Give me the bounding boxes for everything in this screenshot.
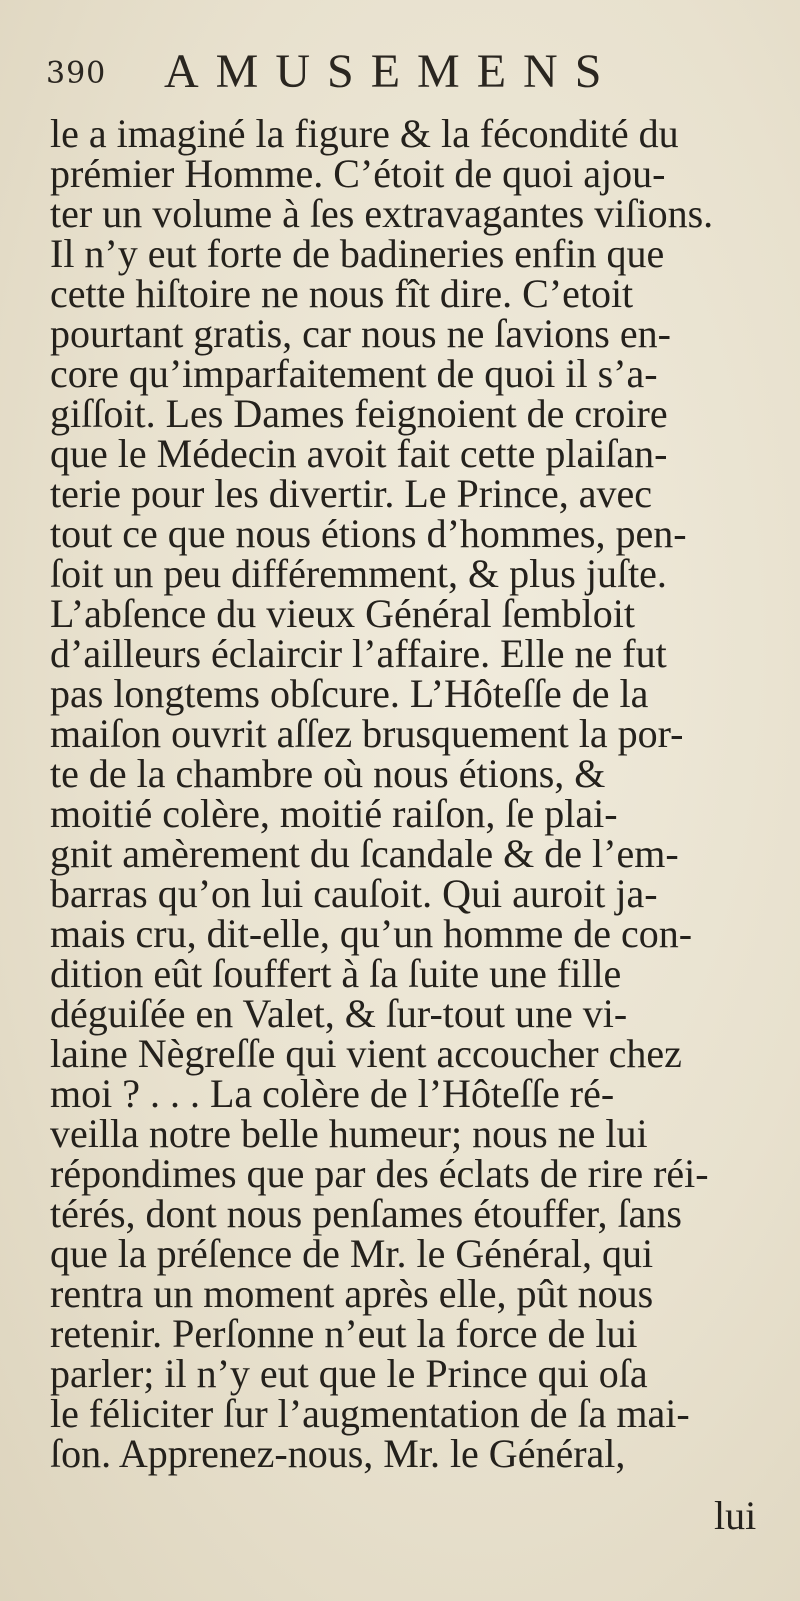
text-line: cette hiſtoire ne nous fît dire. C’etoit (50, 271, 634, 316)
text-line: pas longtems obſcure. L’Hôteſſe de la (50, 671, 649, 716)
text-line: te de la chambre où nous étions, & (50, 751, 606, 796)
text-line: répondimes que par des éclats de rire réi- (50, 1151, 709, 1196)
text-line: dition eût ſouffert à ſa ſuite une fille (50, 951, 622, 996)
text-line: d’ailleurs éclaircir l’affaire. Elle ne fut (50, 631, 667, 676)
text-line: ter un volume à ſes extravagantes viſions. (50, 191, 714, 236)
text-line: moi ? . . . La colère de l’Hôteſſe ré- (50, 1071, 615, 1116)
text-line: terie pour les divertir. Le Prince, avec (50, 471, 652, 516)
text-line: giſſoit. Les Dames feignoient de croire (50, 391, 668, 436)
text-line: rentra un moment après elle, pût nous (50, 1271, 654, 1316)
text-line: le féliciter ſur l’augmentation de ſa mai- (50, 1391, 690, 1436)
text-line: que la préſence de Mr. le Général, qui (50, 1231, 654, 1276)
text-line: Il n’y eut forte de badineries enfin que (50, 231, 665, 276)
text-line: moitié colère, moitié raiſon, ſe plai- (50, 791, 618, 836)
text-line: térés, dont nous penſames étouffer, ſans (50, 1191, 682, 1236)
text-line: laine Nègreſſe qui vient accoucher chez (50, 1031, 682, 1076)
text-line: ſon. Apprenez-nous, Mr. le Général, (50, 1431, 626, 1476)
text-line: parler; il n’y eut que le Prince qui oſa (50, 1351, 648, 1396)
text-line: le a imaginé la figure & la fécondité du (50, 111, 679, 156)
text-line: L’abſence du vieux Général ſembloit (50, 591, 635, 636)
text-line: retenir. Perſonne n’eut la force de lui (50, 1311, 638, 1356)
text-line: veilla notre belle humeur; nous ne lui (50, 1111, 648, 1156)
text-line: barras qu’on lui cauſoit. Qui auroit ja- (50, 871, 658, 916)
page-number: 390 (46, 56, 107, 91)
text-line: prémier Homme. C’étoit de quoi ajou- (50, 151, 666, 196)
text-line: déguiſée en Valet, & ſur-tout une vi- (50, 991, 628, 1036)
text-line: core qu’imparfaitement de quoi il s’a- (50, 351, 658, 396)
text-line: que le Médecin avoit fait cette plaiſan- (50, 431, 668, 476)
text-line: gnit amèrement du ſcandale & de l’em- (50, 831, 679, 876)
page-header (46, 44, 766, 104)
text-line: tout ce que nous étions d’hommes, pen- (50, 511, 687, 556)
catchword: lui (714, 1493, 757, 1538)
running-title: AMUSEMENS (164, 45, 619, 98)
text-line: maiſon ouvrit aſſez brusquement la por- (50, 711, 684, 756)
text-line: ſoit un peu différemment, & plus juſte. (50, 551, 667, 596)
text-line: mais cru, dit-elle, qu’un homme de con- (50, 911, 693, 956)
text-line: pourtant gratis, car nous ne ſavions en- (50, 311, 671, 356)
